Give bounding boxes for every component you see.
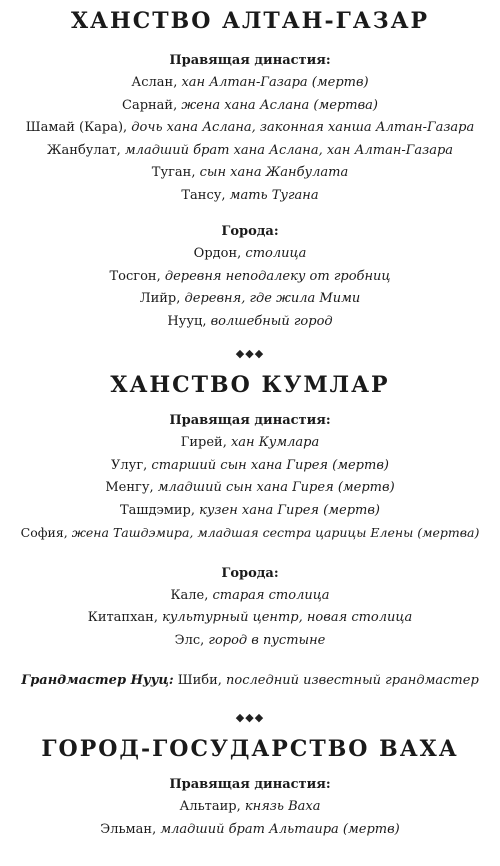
entry-desc: культурный центр, новая столица <box>162 610 413 625</box>
entry-desc: столица <box>245 246 307 261</box>
entry-desc: кузен хана Гирея (мертв) <box>199 502 381 518</box>
list-item: Шамай (Кара), дочь хана Аслана, законная ханша Алтан-Газара <box>25 120 475 135</box>
entry-name: Ташдэмир <box>119 502 191 518</box>
dynasty-list <box>0 72 500 207</box>
entry-desc: хан Алтан-Газара (мертв) <box>181 75 369 90</box>
cities-label: Города: <box>221 224 279 239</box>
entry-name: София <box>20 525 64 540</box>
list-item: Сарнай, жена хана Аслана (мертва) <box>122 97 378 113</box>
entry-name: Ордон <box>193 246 238 261</box>
entry-name: Улуг <box>111 457 144 473</box>
entry-desc: младший брат Альтаира (мертв) <box>160 821 400 837</box>
entry-name: Туган <box>151 165 192 180</box>
entry-name: Сарнай <box>122 97 174 113</box>
entry-desc: деревня неподалеку от гробниц <box>164 268 391 284</box>
list-item: Лийр, деревня, где жила Мими <box>139 291 361 306</box>
entry-name: Менгу <box>105 480 150 495</box>
grandmaster-desc: последний известный грандмастер <box>226 673 479 688</box>
entry-desc: мать Тугана <box>229 187 319 203</box>
dynasty-list <box>0 796 500 841</box>
list-item: Ташдэмир, кузен хана Гирея (мертв) <box>119 502 381 518</box>
list-item: Жанбулат, младший брат хана Аслана, хан Алтан-Газара <box>46 142 454 158</box>
entry-desc: младший сын хана Гирея (мертв) <box>157 480 395 495</box>
list-item: Менгу, младший сын хана Гирея (мертв) <box>105 480 395 495</box>
cities-list <box>0 585 500 653</box>
entry-desc: сын хана Жанбулата <box>199 165 349 180</box>
entry-name: Жанбулат <box>46 142 117 158</box>
entry-desc: хан Кумлара <box>230 435 320 450</box>
dynasty-label: Правящая династия: <box>169 777 331 792</box>
dynasty-label: Правящая династия: <box>169 53 331 68</box>
entry-desc: младший брат хана Аслана, хан Алтан-Газара <box>124 142 454 158</box>
entry-name: Китапхан <box>87 610 154 625</box>
entry-name: Тосгон <box>109 268 157 284</box>
entry-name: Тансу <box>181 187 222 203</box>
list-item: Улуг, старший сын хана Гирея (мертв) <box>111 457 389 473</box>
entry-desc: город в пустыне <box>208 632 326 648</box>
entry-desc: дочь хана Аслана, законная ханша Алтан-Газара <box>131 120 475 135</box>
list-item: София, жена Ташдэмира, младшая сестра царицы Елены (мертва) <box>20 525 480 540</box>
list-item: Гирей, хан Кумлара <box>180 435 320 450</box>
list-item: Аслан, хан Алтан-Газара (мертв) <box>131 75 369 90</box>
entry-desc: волшебный город <box>210 313 333 329</box>
section-title: ХАНСТВО КУМЛАР <box>110 372 390 398</box>
entry-name: Эльман <box>100 821 153 837</box>
list-item: Альтаир, князь Ваха <box>179 799 321 814</box>
section-vaha <box>0 734 500 841</box>
ornament-divider: ◆◆◆ <box>235 711 265 724</box>
entry-name: Нууц <box>167 313 203 329</box>
list-item: Кале, старая столица <box>170 587 330 603</box>
section-kumlar <box>0 370 500 693</box>
entry-desc: деревня, где жила Мими <box>184 291 361 306</box>
cities-list <box>0 243 500 333</box>
section-title: ГОРОД-ГОСУДАРСТВО ВАХА <box>41 736 459 762</box>
entry-desc: старший сын хана Гирея (мертв) <box>151 457 389 473</box>
section-title: ХАНСТВО АЛТАН-ГАЗАР <box>70 8 430 34</box>
grandmaster-label: Грандмастер Нууц: <box>21 673 174 688</box>
list-item: Тансу, мать Тугана <box>181 187 319 203</box>
grandmaster-line: Грандмастер Нууц: Шиби, последний известный грандмастер <box>21 673 479 688</box>
entry-name: Шамай (Кара) <box>25 120 124 135</box>
entry-desc: князь Ваха <box>244 799 321 814</box>
entry-name: Аслан <box>131 75 174 90</box>
entry-desc: старая столица <box>212 587 330 603</box>
entry-name: Альтаир <box>179 799 237 814</box>
list-item: Элс, город в пустыне <box>174 632 326 648</box>
dynasty-list <box>0 432 500 545</box>
list-item: Эльман, младший брат Альтаира (мертв) <box>100 821 400 837</box>
list-item: Китапхан, культурный центр, новая столица <box>87 610 413 625</box>
cities-label: Города: <box>221 565 279 581</box>
ornament-divider: ◆◆◆ <box>235 347 265 360</box>
grandmaster-name: Шиби <box>177 673 218 688</box>
entry-name: Лийр <box>139 291 177 306</box>
list-item: Нууц, волшебный город <box>167 313 333 329</box>
list-item: Туган, сын хана Жанбулата <box>151 165 349 180</box>
entry-desc: жена Ташдэмира, младшая сестра царицы Елены (мертва) <box>71 525 480 540</box>
dynasty-label: Правящая династия: <box>169 413 331 428</box>
list-item: Ордон, столица <box>193 246 307 261</box>
section-altan-gazar <box>0 6 500 333</box>
entry-desc: жена хана Аслана (мертва) <box>181 97 378 113</box>
list-item: Тосгон, деревня неподалеку от гробниц <box>109 268 391 284</box>
entry-name: Гирей <box>180 435 223 450</box>
entry-name: Элс <box>174 632 201 648</box>
entry-name: Кале <box>170 587 205 603</box>
